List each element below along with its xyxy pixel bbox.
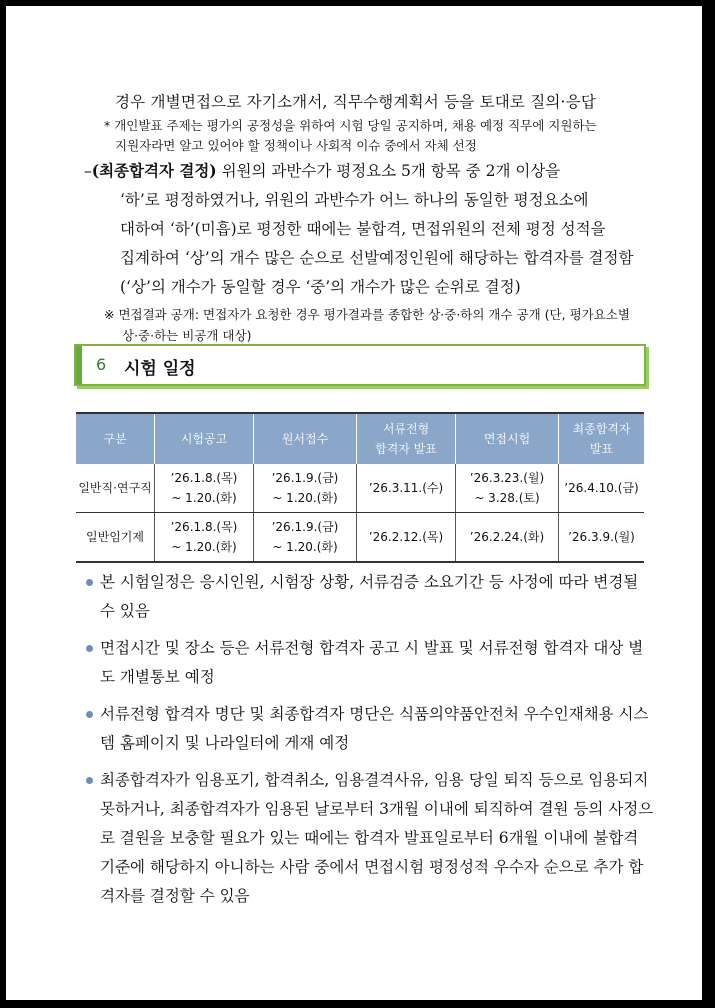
col-header: 최종합격자 발표 [559,413,645,464]
table-cell: ’26.1.9.(금) ~ 1.20.(화) [254,513,357,563]
dash-marker: – [84,162,92,180]
note-line: 상·중·하는 비공개 대상) [122,328,252,343]
interview-result-note [104,304,659,346]
table-header-row [76,413,644,464]
table-row [76,513,644,563]
table-cell: ’26.3.11.(수) [357,464,456,513]
note-line: 지원자라면 알고 있어야 할 정책이나 사회적 이슈 중에서 자체 선정 [115,138,477,153]
bullet-text: 면접시간 및 장소 등은 서류전형 합격자 공고 시 발표 및 서류전형 합격자 대상 별도 개별통보 예정 [100,639,644,686]
section-accent-bar [76,346,82,384]
section-header [74,344,646,386]
presentation-topic-note [104,116,664,156]
bullet-text: 서류전형 합격자 명단 및 최종합격자 명단은 식품의약품안전처 우수인재채용 시스템 홈페이지 및 나라일터에 게재 예정 [100,705,649,752]
bullet-dot-icon [86,579,93,586]
section-number: 6 [96,355,107,374]
section-title: 시험 일정 [124,359,196,379]
table-cell: ’26.3.9.(월) [559,513,645,563]
list-item [84,766,654,911]
list-item [84,634,654,692]
table-cell: ’26.4.10.(금) [559,464,645,513]
para-line: 위원의 과반수가 평정요소 5개 항목 중 2개 이상을 [216,162,561,180]
table-cell: ’26.1.8.(목) ~ 1.20.(화) [155,513,254,563]
para-line: 대하여 ‘하’(미흡)로 평정한 때에는 불합격, 면접위원의 전체 평정 성적을 [120,220,606,238]
document-page [6,6,702,1000]
bullet-text: 최종합격자가 임용포기, 합격취소, 임용결격사유, 임용 당일 퇴직 등으로 임용되지 못하거나, 최종합격자가 임용된 날로부터 3개월 이내에 퇴직하여 결원 등의 사정으로 결원을 보충할 필요가 있는 때에는 합격자 발표일로부터 6개월 이내에 불합격 기준에 해당하지 아니하는 사람 중에서 면접시험 평정성적 우수자 순으로 추가 합격자를 결정할 수 있음 [100,771,654,905]
final-decision-heading: (최종합격자 결정) [91,161,217,180]
para-line: 집계하여 ‘상’의 개수 많은 순으로 선발예정인원에 해당하는 합격자를 결정함 [120,249,634,267]
exam-schedule-table [76,412,644,563]
list-item [84,568,654,626]
para-line: ‘하’로 평정하였거나, 위원의 과반수가 어느 하나의 동일한 평정요소에 [120,191,589,209]
table-cell: ’26.2.24.(화) [456,513,559,563]
table-cell: 일반직·연구직 [76,464,155,513]
bullet-text: 본 시험일정은 응시인원, 시험장 상황, 서류검증 소요기간 등 사정에 따라 변경될 수 있음 [100,573,639,620]
note-line: * 개인발표 주제는 평가의 공정성을 위하여 시험 당일 공지하며, 채용 예정 직무에 지원하는 [104,118,597,133]
col-header: 원서접수 [254,413,357,464]
para-line: (‘상’의 개수가 동일할 경우 ‘중’의 개수가 많은 순위로 결정) [120,278,521,296]
table-cell: ’26.1.8.(목) ~ 1.20.(화) [155,464,254,513]
col-header: 면접시험 [456,413,559,464]
table-cell: ’26.3.23.(월) ~ 3.28.(토) [456,464,559,513]
bullet-dot-icon [86,777,93,784]
notice-bullet-list [84,568,654,919]
table-row [76,464,644,513]
bullet-dot-icon [86,711,93,718]
table-cell: ’26.2.12.(목) [357,513,456,563]
bullet-dot-icon [86,645,93,652]
table-cell: 일반임기제 [76,513,155,563]
table-cell: ’26.1.9.(금) ~ 1.20.(화) [254,464,357,513]
final-decision-paragraph [84,156,654,302]
col-header: 서류전형 합격자 발표 [357,413,456,464]
interview-method-line: 경우 개별면접으로 자기소개서, 직무수행계획서 등을 토대로 질의·응답 [115,93,597,111]
col-header: 구분 [76,413,155,464]
list-item [84,700,654,758]
col-header: 시험공고 [155,413,254,464]
note-line: ※ 면접결과 공개: 면접자가 요청한 경우 평가결과를 종합한 상·중·하의 개수 공개 (단, 평가요소별 [104,307,630,322]
